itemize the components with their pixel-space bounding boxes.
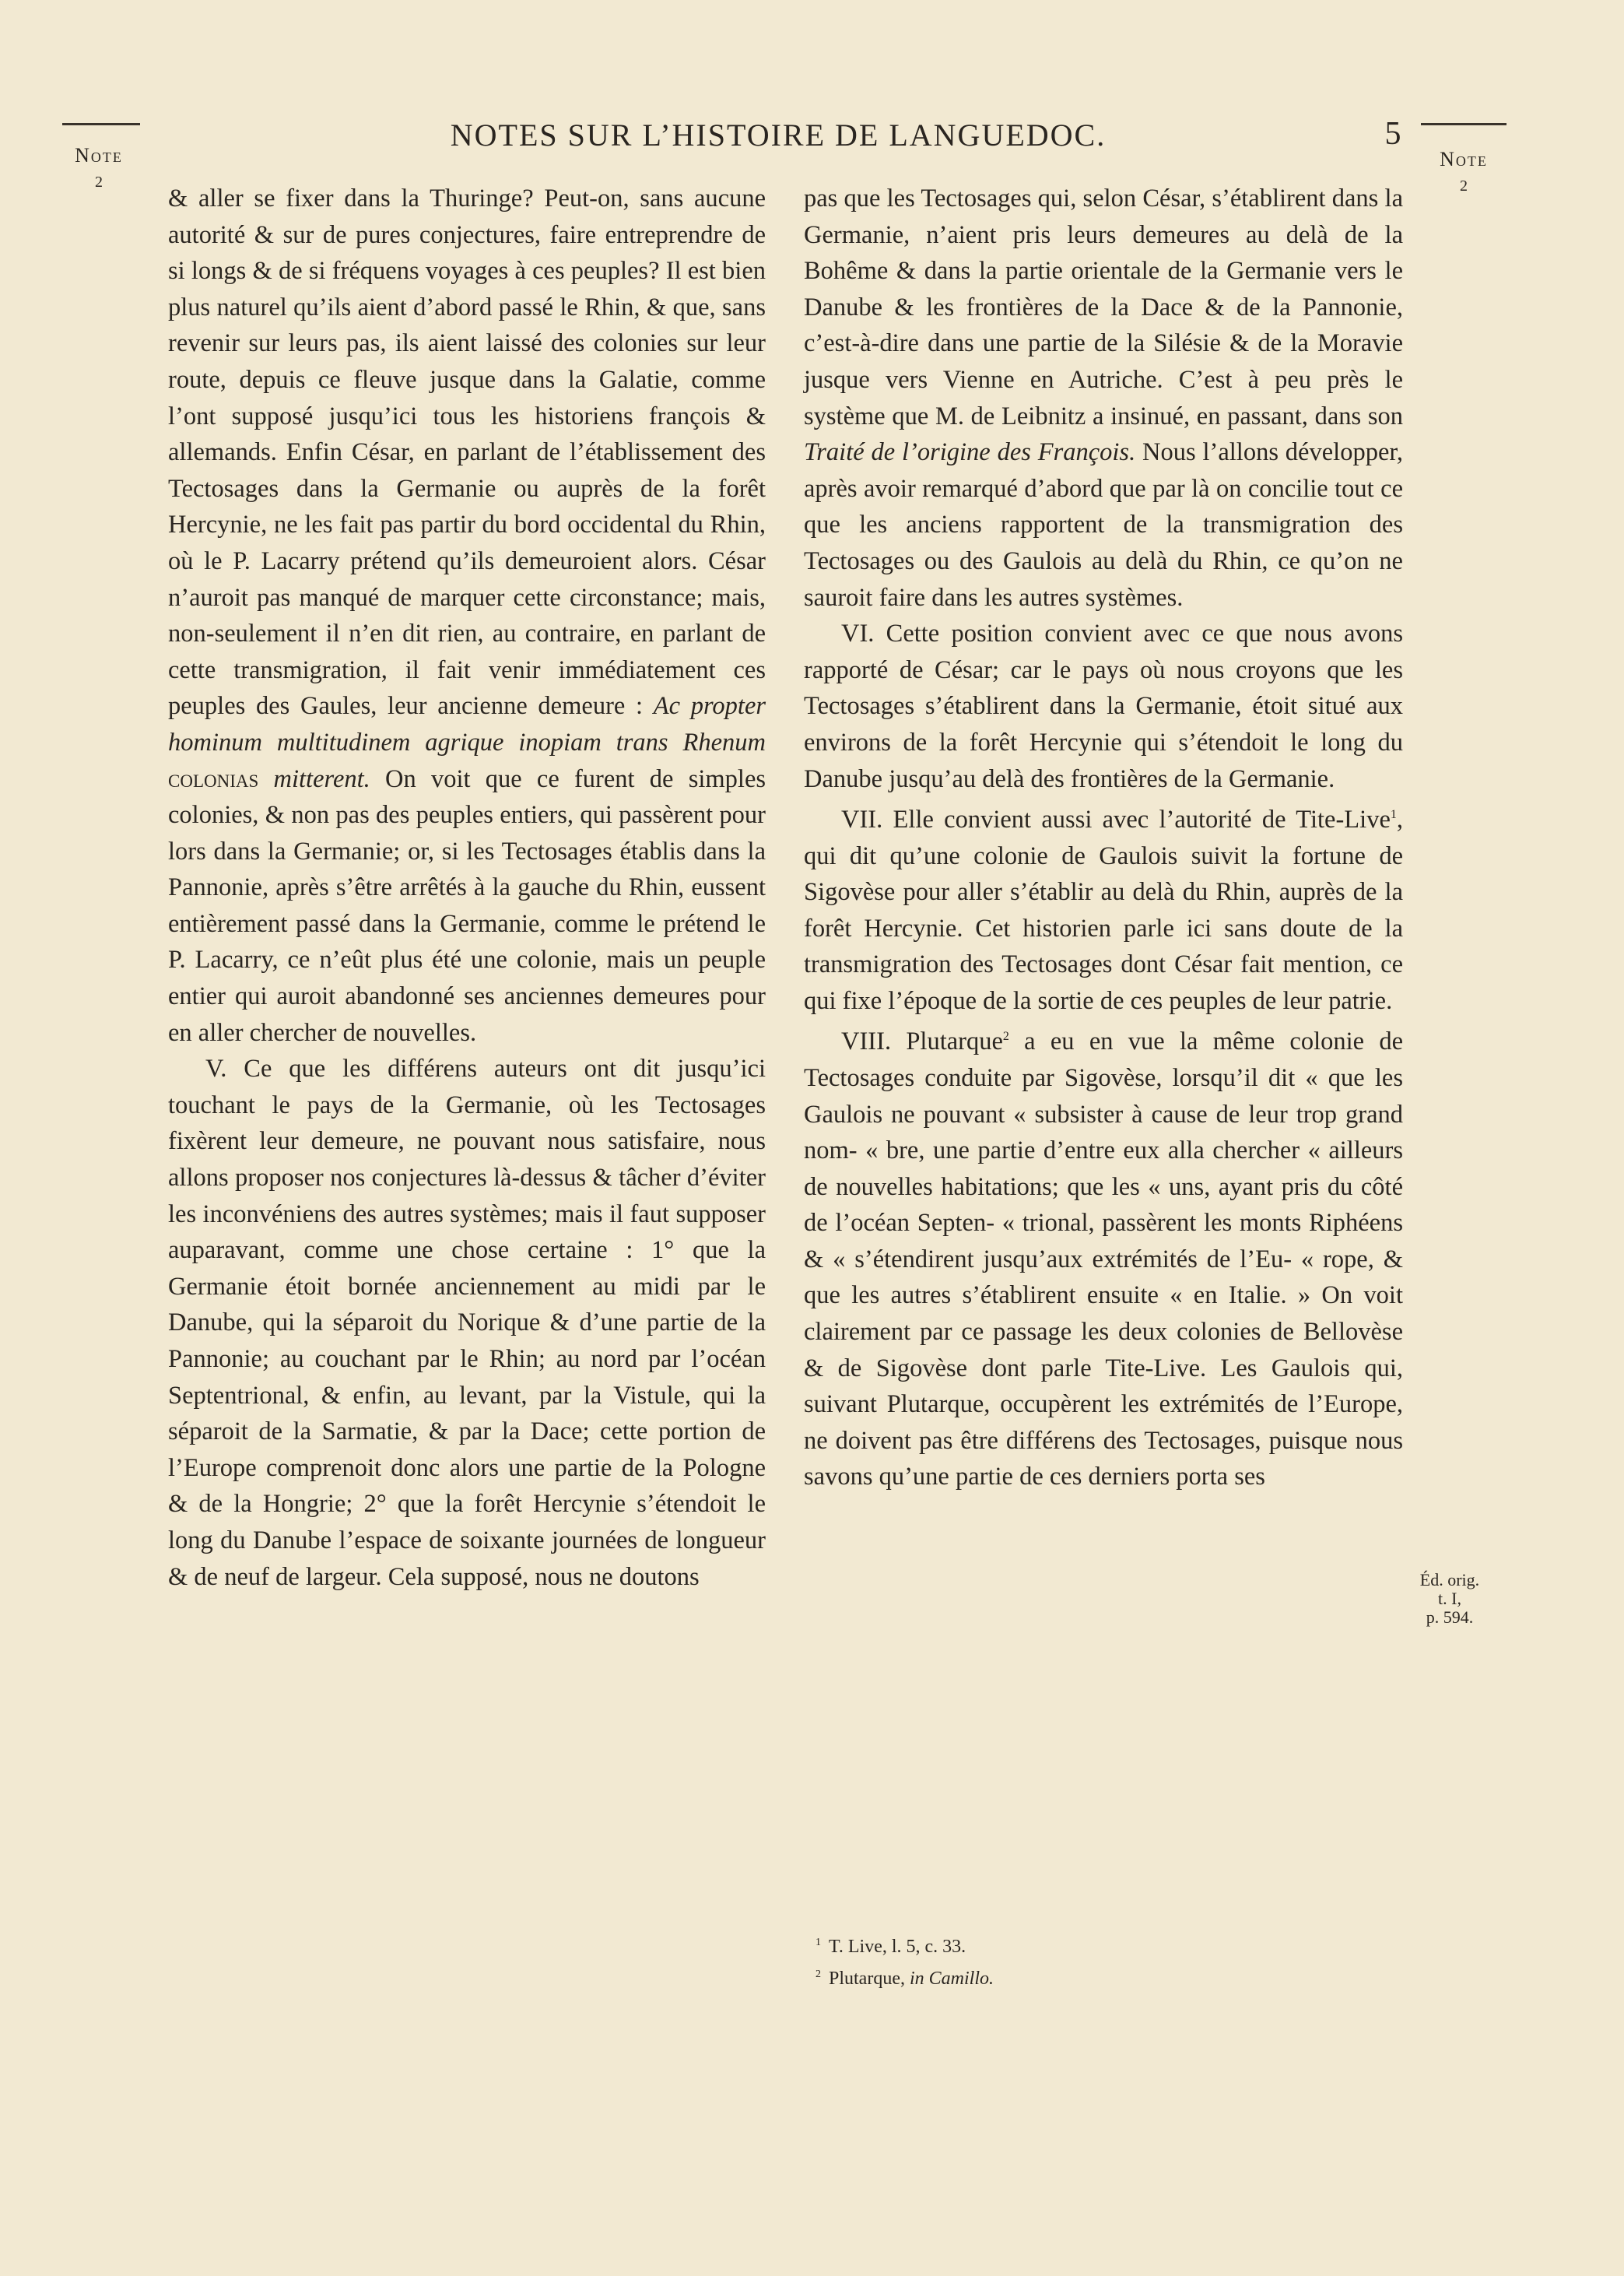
edition-reference-line: Éd. orig. bbox=[1419, 1570, 1480, 1589]
edition-reference-line: t. I, bbox=[1438, 1589, 1461, 1608]
paragraph-text: Nous l’allons développer, après avoir remarqué d’abord que par là on concilie tout ce que les anciens rapportent de la transmigration des Tectosages ou des Gaulois au delà du Rhin, ce qu’on ne sauroit faire dans les autres systèmes. bbox=[804, 438, 1404, 612]
paragraph-text: VIII. Plutarque bbox=[841, 1027, 1003, 1056]
footnote-mark: 1 bbox=[1390, 808, 1397, 822]
left-note-number: 2 bbox=[95, 174, 103, 191]
paragraph-vi: VI. Cette position convient avec ce que nous avons rapporté de César; car le pays où nous croyons que les Tectosages s’établirent dans la Germanie, étoit situé aux environs de la forêt Hercynie qui s’étendoit le long du Danube jusqu’au delà des frontières de la Germanie. bbox=[804, 620, 1403, 793]
edition-reference-line: p. 594. bbox=[1426, 1607, 1474, 1627]
latin-quotation-end: mitterent. bbox=[273, 764, 370, 793]
right-margin-rule bbox=[1421, 123, 1506, 125]
work-title: Traité de l’origine des François. bbox=[804, 438, 1136, 467]
paragraph-continuation bbox=[804, 181, 1403, 616]
latin-quotation: Ac propter hominum multitudinem agrique inopiam trans Rhenum bbox=[168, 692, 766, 757]
edition-reference bbox=[1418, 1571, 1482, 1627]
footnote-text: Plutarque, bbox=[829, 1969, 905, 1989]
footnote-mark: 2 bbox=[1002, 1030, 1009, 1044]
running-head: NOTES SUR L’HISTOIRE DE LANGUEDOC. bbox=[450, 118, 1107, 153]
paragraph-text: pas que les Tectosages qui, selon César, s’établirent dans la Germanie, n’aient pris leurs demeures au delà de la Bohême & dans la partie orientale de la Germanie vers le Danube & les frontières de la Dace & de la Pannonie, c’est-à-dire dans une partie de la Silésie & de la Moravie jusque vers Vienne en Autriche. C’est à peu près le système que M. de Leibnitz a insinué, en passant, dans son bbox=[804, 184, 1403, 430]
paragraph-text: VII. Elle convient aussi avec l’autorité de Tite-Live bbox=[841, 805, 1391, 834]
left-margin-rule bbox=[62, 123, 140, 125]
paragraph-text: & aller se fixer dans la Thuringe? Peut-on, sans aucune autorité & sur de pures conjectures, faire entreprendre de si longs & de si fréquens voyages à ces peuples? Il est bien plus naturel qu’ils aient d’abord passé le Rhin, & que, sans revenir sur leurs pas, ils aient laissé des colonies sur leur route, depuis ce fleuve jusque dans la Galatie, comme l’ont supposé jusqu’ici tous les historiens françois & allemands. Enfin César, en parlant de l’établissement des Tectosages dans la Germanie ou auprès de la forêt Hercynie, ne les fait pas partir du bord occidental du Rhin, où le P. Lacarry prétend qu’ils demeuroient alors. César n’auroit pas manqué de marquer cette circonstance; mais, non-seulement il n’en dit rien, au contraire, en parlant de cette transmigration, il fait venir immédiatement ces peuples des Gaules, leur ancienne demeure : bbox=[168, 184, 766, 721]
footnote-number: 2 bbox=[816, 1969, 821, 1980]
left-note-label: Note bbox=[75, 144, 123, 167]
paragraph-continuation bbox=[168, 181, 766, 1051]
paragraph-text: On voit que ce furent de simples colonies, & non pas des peuples entiers, qui passèrent pour lors dans la Germanie; or, si les Tectosages établis dans la Pannonie, après s’être arrêtés à la gauche du Rhin, eussent entièrement passé dans la Germanie, comme le prétend le P. Lacarry, ce n’eût plus été une colonie, mais un peuple entier qui auroit abandonné ses anciennes demeures pour en aller chercher de nouvelles. bbox=[168, 764, 766, 1047]
paragraph-v: V. Ce que les différens auteurs ont dit jusqu’ici touchant le pays de la Germanie, où les Tectosages fixèrent leur demeure, ne pouvant nous satisfaire, nous allons proposer nos conjectures là-dessus & tâcher d’éviter les inconvéniens des autres systèmes; mais il faut supposer auparavant, comme une chose certaine : 1° que la Germanie étoit bornée anciennement au midi par le Danube, qui la séparoit du Norique & d’une partie de la Pannonie; au couchant par le Rhin; au nord par l’océan Septentrional, & enfin, au levant, par la Vistule, qui la séparoit de la Sarmatie, & par la Dace; cette portion de l’Europe comprenoit donc alors une partie de la Pologne & de la Hongrie; 2° que la forêt Hercynie s’étendoit le long du Danube l’espace de soixante journées de longueur & de neuf de largeur. Cela supposé, nous ne doutons bbox=[168, 1055, 766, 1591]
paragraph-viii bbox=[804, 1019, 1403, 1495]
page-number: 5 bbox=[1384, 116, 1401, 152]
right-note-label: Note bbox=[1440, 148, 1488, 170]
footnote-1 bbox=[816, 1929, 1360, 1961]
footnote-title: in Camillo. bbox=[909, 1969, 994, 1989]
left-text-column bbox=[168, 181, 766, 1595]
footnote-text: T. Live, l. 5, c. 33. bbox=[829, 1937, 966, 1957]
paragraph-text: a eu en vue la même colonie de Tectosages conduite par Sigovèse, lorsqu’il dit « que les Gaulois ne pouvant « subsister à cause de leur trop grand nom- « bre, une partie d’entre eux alla chercher « ailleurs de nouvelles habitations; que les « uns, ayant pris du côté de l’océan Septen- « trional, passèrent les monts Riphéens & « s’étendirent jusqu’aux extrémités de l’Eu- « rope, & que les autres s’établirent ensuite « en Italie. » On voit clairement par ce passage les deux colonies de Bellovèse & de Sigovèse dont parle Tite-Live. Les Gaulois qui, suivant Plutarque, occupèrent les extrémités de l’Europe, ne doivent pas être différens des Tectosages, puisque nous savons qu’une partie de ces derniers porta ses bbox=[804, 1027, 1403, 1491]
paragraph-text: , qui dit qu’une colonie de Gaulois suivit la fortune de Sigovèse pour aller s’établir au delà du Rhin, auprès de la forêt Hercynie. Cet historien parle ici sans doute de la transmigration des Tectosages dont César fait mention, ce qui fixe l’époque de la sortie de ces peuples de leur patrie. bbox=[804, 805, 1403, 1015]
paragraph-vii bbox=[804, 797, 1403, 1019]
footnote-2 bbox=[816, 1961, 1360, 1993]
footnote-number: 1 bbox=[816, 1937, 821, 1948]
latin-quotation-caps: colonias bbox=[168, 764, 259, 793]
right-text-column bbox=[804, 181, 1403, 1495]
footnotes bbox=[816, 1929, 1360, 1993]
right-note-number: 2 bbox=[1460, 177, 1468, 195]
